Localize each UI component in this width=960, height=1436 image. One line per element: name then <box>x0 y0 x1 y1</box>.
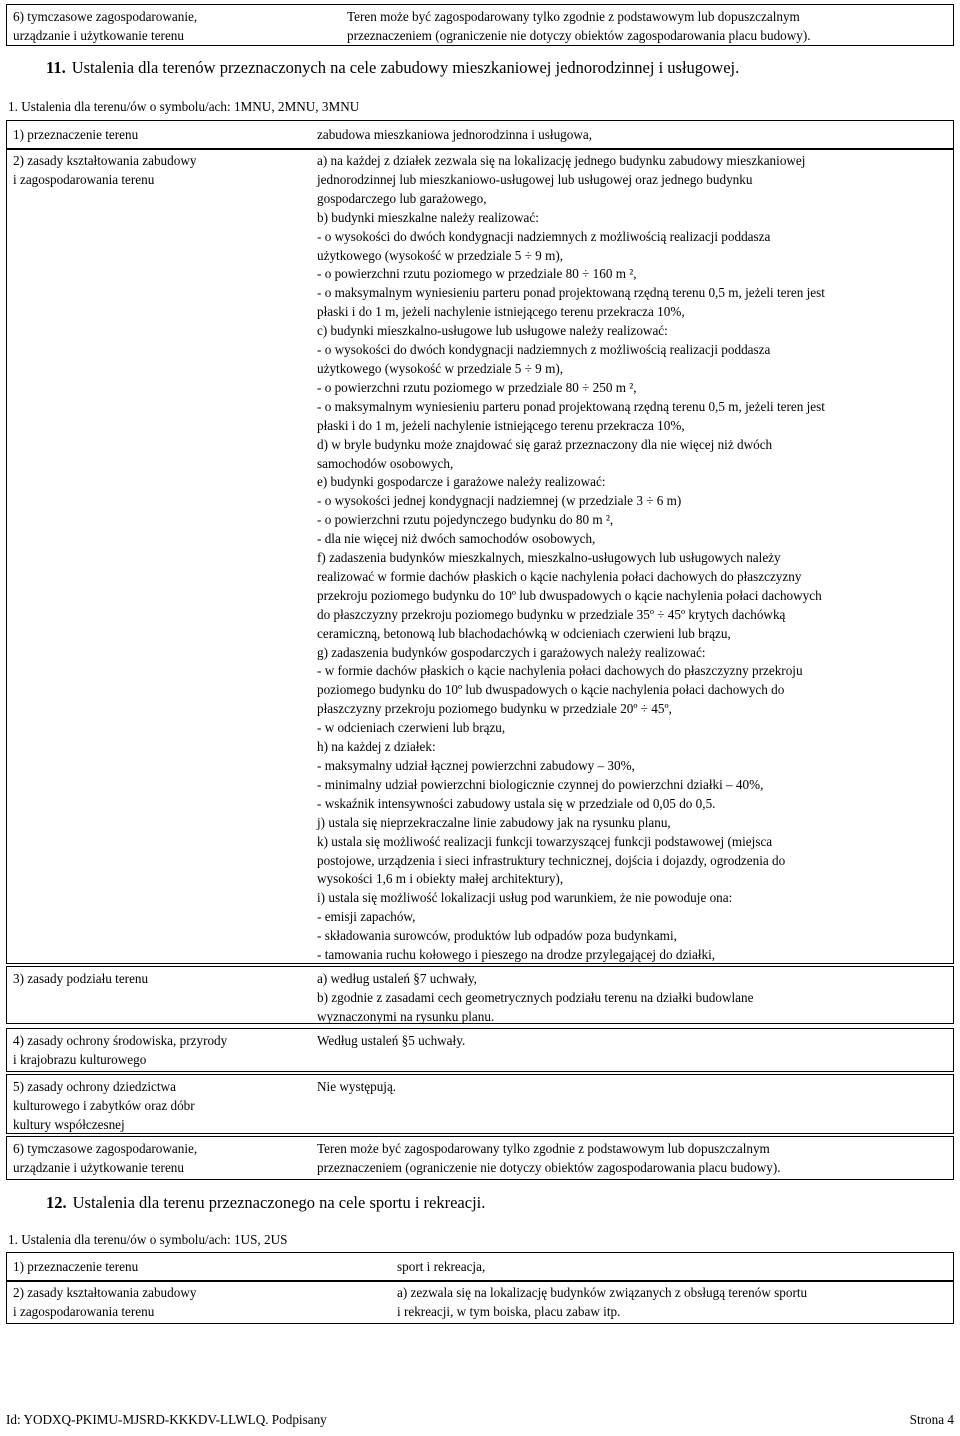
row-text: Teren może być zagospodarowany tylko zgodnie z podstawowym lub dopuszczalnym przeznaczeniem (ograniczenie nie dotyczy obiektów zagospodarowania placu budowy). <box>347 9 811 43</box>
table-row-building-rules <box>6 148 954 964</box>
table-row-purpose-12 <box>6 1252 954 1282</box>
section-subtitle: 1. Ustalenia dla terenu/ów o symbolu/ach: 1MNU, 2MNU, 3MNU <box>8 99 360 114</box>
row-label: 1) przeznaczenie terenu <box>13 127 139 142</box>
section-number: 12. <box>46 1193 67 1212</box>
page-number: Strona 4 <box>909 1412 954 1427</box>
row-text: sport i rekreacja, <box>397 1259 486 1274</box>
table-row-division <box>6 966 954 1024</box>
row-label: 4) zasady ochrony środowiska, przyrody i krajobrazu kulturowego <box>13 1033 228 1067</box>
document-id: Id: YODXQ-PKIMU-MJSRD-KKKDV-LLWLQ. Podpisany <box>6 1412 327 1427</box>
table-row-temporary <box>6 1136 954 1180</box>
section-heading-12 <box>46 1193 485 1213</box>
section-subtitle: 1. Ustalenia dla terenu/ów o symbolu/ach: 1US, 2US <box>8 1232 288 1247</box>
row-label: 6) tymczasowe zagospodarowanie, urządzanie i użytkowanie terenu <box>13 1141 198 1175</box>
row-label: 2) zasady kształtowania zabudowy i zagospodarowania terenu <box>13 153 197 187</box>
row-text: a) według ustaleń §7 uchwały, b) zgodnie z zasadami cech geometrycznych podziału terenu na działki budowlane wyznaczonymi na rysunku planu. <box>317 971 754 1024</box>
table-row-heritage <box>6 1074 954 1134</box>
row-text: Teren może być zagospodarowany tylko zgodnie z podstawowym lub dopuszczalnym przeznaczeniem (ograniczenie nie dotyczy obiektów zagospodarowania placu budowy). <box>317 1141 781 1175</box>
section-heading-11 <box>46 58 739 78</box>
row-text: Według ustaleń §5 uchwały. <box>317 1033 466 1048</box>
row-label: 3) zasady podziału terenu <box>13 971 149 986</box>
row-label: 2) zasady kształtowania zabudowy i zagospodarowania terenu <box>13 1285 197 1319</box>
table-row-purpose <box>6 120 954 150</box>
table-row-building-rules-12 <box>6 1280 954 1324</box>
row-text: Nie występują. <box>317 1079 397 1094</box>
row-label: 5) zasady ochrony dziedzictwa kulturowego i zabytków oraz dóbr kultury współczesnej <box>13 1079 195 1132</box>
row-text: a) zezwala się na lokalizację budynków związanych z obsługą terenów sportu i rekreacji, w tym boiska, placu zabaw itp. <box>397 1285 808 1319</box>
row-label: 1) przeznaczenie terenu <box>13 1259 139 1274</box>
section-number: 11. <box>46 58 66 77</box>
section-title: Ustalenia dla terenów przeznaczonych na cele zabudowy mieszkaniowej jednorodzinnej i usługowej. <box>71 58 740 77</box>
table-row-top <box>6 4 954 46</box>
page-footer <box>6 1412 954 1428</box>
section-title: Ustalenia dla terenu przeznaczonego na cele sportu i rekreacji. <box>72 1193 486 1212</box>
row-text: zabudowa mieszkaniowa jednorodzinna i usługowa, <box>317 127 593 142</box>
table-row-environment <box>6 1028 954 1072</box>
row-label: 6) tymczasowe zagospodarowanie, urządzanie i użytkowanie terenu <box>13 9 198 43</box>
row-text: a) na każdej z działek zezwala się na lokalizację jednego budynku zabudowy mieszkaniowej jednorodzinnej lub mieszkaniowo-usługowej lub usługowej oraz jednego budynku gospodarczego lub garażowego, b) budynki mieszkalne należy realizować: - o wysokości do dwóch kondygnacji nadziemnych z możliwością realizacji poddasza użytkowego (wysokość w przedziale 5 ÷ 9 m), - o powierzchni rzutu poziomego w przedziale 80 ÷ 160 m ², - o maksymalnym wyniesieniu parteru ponad projektowaną rzędną terenu 0,5 m, jeżeli teren jest płaski i do 1 m, jeżeli nachylenie istniejącego terenu przekracza 10%, c) budynki mieszkalno-usługowe lub usługowe należy realizować: - o wysokości do dwóch kondygnacji nadziemnych z możliwością realizacji poddasza użytkowego (wysokość w przedziale 5 ÷ 9 m), - o powierzchni rzutu poziomego w przedziale 80 ÷ 250 m ², - o maksymalnym wyniesieniu parteru ponad projektowaną rzędną terenu 0,5 m, jeżeli teren jest płaski i do 1 m, jeżeli nachylenie istniejącego terenu przekracza 10%, d) w bryle budynku może znajdować się garaż przeznaczony dla nie więcej niż dwóch samochodów osobowych, e) budynki gospodarcze i garażowe należy realizować: - o wysokości jednej kondygnacji nadziemnej (w przedziale 3 ÷ 6 m) - o powierzchni rzutu pojedynczego budynku do 80 m ², - dla nie więcej niż dwóch samochodów osobowych, f) zadaszenia budynków mieszkalnych, mieszkalno-usługowych lub usługowych należy realizować w formie dachów płaskich o kącie nachylenia połaci dachowych do płaszczyzny przekroju poziomego budynku do 10º lub dwuspadowych o kącie nachylenia połaci dachowych do płaszczyzny przekroju poziomego budynku w przedziale 35º ÷ 45º krytych dachówką ceramiczną, betonową lub blachodachówką w odcieniach czerwieni lub brązu, g) zadaszenia budynków gospodarczych i garażowych należy realizować: - w formie dachów płaskich o kącie nachylenia połaci dachowych do płaszczyzny przekroju poziomego budynku do 10º lub dwuspadowych o kącie nachylenia połaci dachowych do płaszczyzny przekroju poziomego budynku w przedziale 20º ÷ 45º, - w odcieniach czerwieni lub brązu, h) na każdej z działek: - maksymalny udział łącznej powierzchni zabudowy – 30%, - minimalny udział powierzchni biologicznie czynnej do powierzchni działki – 40%, - wskaźnik intensywności zabudowy ustala się w przedziale od 0,05 do 0,5. j) ustala się nieprzekraczalne linie zabudowy jak na rysunku planu, k) ustala się możliwość realizacji funkcji towarzyszącej funkcji podstawowej (miejsca postojowe, urządzenia i sieci infrastruktury technicznej, dojścia i dojazdy, ogrodzenia do wysokości 1,6 m i obiekty małej architektury), i) ustala się możliwość lokalizacji usług pod warunkiem, że nie powoduje ona: - emisji zapachów, - składowania surowców, produktów lub odpadów poza budynkami, - tamowania ruchu kołowego i pieszego na drodze przylegającej do działki, <box>317 153 825 963</box>
